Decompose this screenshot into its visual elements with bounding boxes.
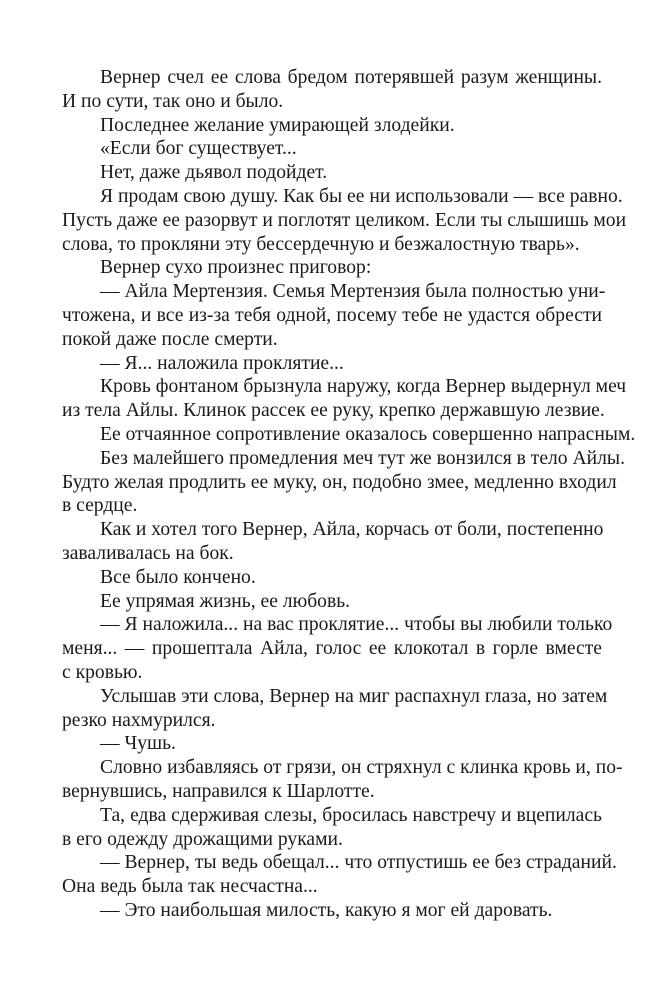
text-line: в сердце. — [62, 495, 138, 517]
text-line: Она ведь была так несчастна... — [62, 876, 318, 898]
text-line: — Я наложила... на вас проклятие... чтобы вы любили только — [100, 614, 613, 636]
text-line: Ее отчаянное сопротивление оказалось совершенно напрасным. — [100, 423, 636, 445]
text-line: — Вернер, ты ведь обещал... что отпустишь ее без страданий. — [100, 852, 617, 874]
text-line: — Чушь. — [100, 733, 176, 755]
text-line: Как и хотел того Вернер, Айла, корчась от боли, постепенно — [100, 519, 604, 541]
text-line: с кровью. — [62, 661, 143, 683]
text-line: из тела Айлы. Клинок рассек ее руку, крепко державшую лезвие. — [62, 400, 605, 422]
text-line: — Я... наложила проклятие... — [100, 352, 344, 374]
text-line: Все было кончено. — [100, 566, 256, 588]
text-line: слова, то прокляни эту бессердечную и безжалостную тварь». — [62, 233, 580, 255]
text-line: в его одежду дрожащими руками. — [62, 828, 343, 850]
text-line: Пусть даже ее разорвут и поглотят целиком. Если ты слышишь мои — [62, 209, 627, 231]
page-text — [62, 66, 636, 923]
text-line: Нет, даже дьявол подойдет. — [100, 162, 328, 184]
text-line: — Это наибольшая милость, какую я мог ей даровать. — [100, 899, 553, 921]
text-line: Та, едва сдерживая слезы, бросилась навстречу и вцепилась — [100, 804, 602, 826]
text-line: Без малейшего промедления меч тут же вонзился в тело Айлы. — [100, 447, 625, 469]
text-line: чтожена, и все из-за тебя одной, посему тебе не удастся обрести — [62, 304, 602, 326]
text-line: Ее упрямая жизнь, ее любовь. — [100, 590, 351, 612]
text-line: Вернер сухо произнес приговор: — [100, 257, 372, 279]
text-line: резко нахмурился. — [62, 709, 216, 731]
text-line: покой даже после смерти. — [62, 328, 278, 350]
text-line: вернувшись, направился к Шарлотте. — [62, 780, 375, 802]
text-line: Вернер счел ее слова бредом потерявшей разум женщины. — [100, 67, 602, 88]
text-line: заваливалась на бок. — [62, 542, 234, 564]
text-line: Услышав эти слова, Вернер на миг распахнул глаза, но затем — [100, 685, 608, 707]
text-line: Словно избавляясь от грязи, он стряхнул с клинка кровь и, по- — [100, 757, 623, 779]
text-line: Будто желая продлить ее муку, он, подобно змее, медленно входил — [62, 471, 617, 493]
text-line: Я продам свою душу. Как бы ее ни использовали — все равно. — [100, 185, 623, 207]
text-line: — Айла Мертензия. Семья Мертензия была полностью уни- — [100, 281, 606, 303]
text-line: Кровь фонтаном брызнула наружу, когда Вернер выдернул меч — [100, 376, 627, 398]
text-line: меня... — прошептала Айла, голос ее клокотал в горле вместе — [62, 638, 602, 660]
text-line: Последнее желание умирающей злодейки. — [100, 114, 455, 136]
text-line: «Если бог существует... — [100, 138, 297, 160]
text-line: И по сути, так оно и было. — [62, 90, 284, 112]
